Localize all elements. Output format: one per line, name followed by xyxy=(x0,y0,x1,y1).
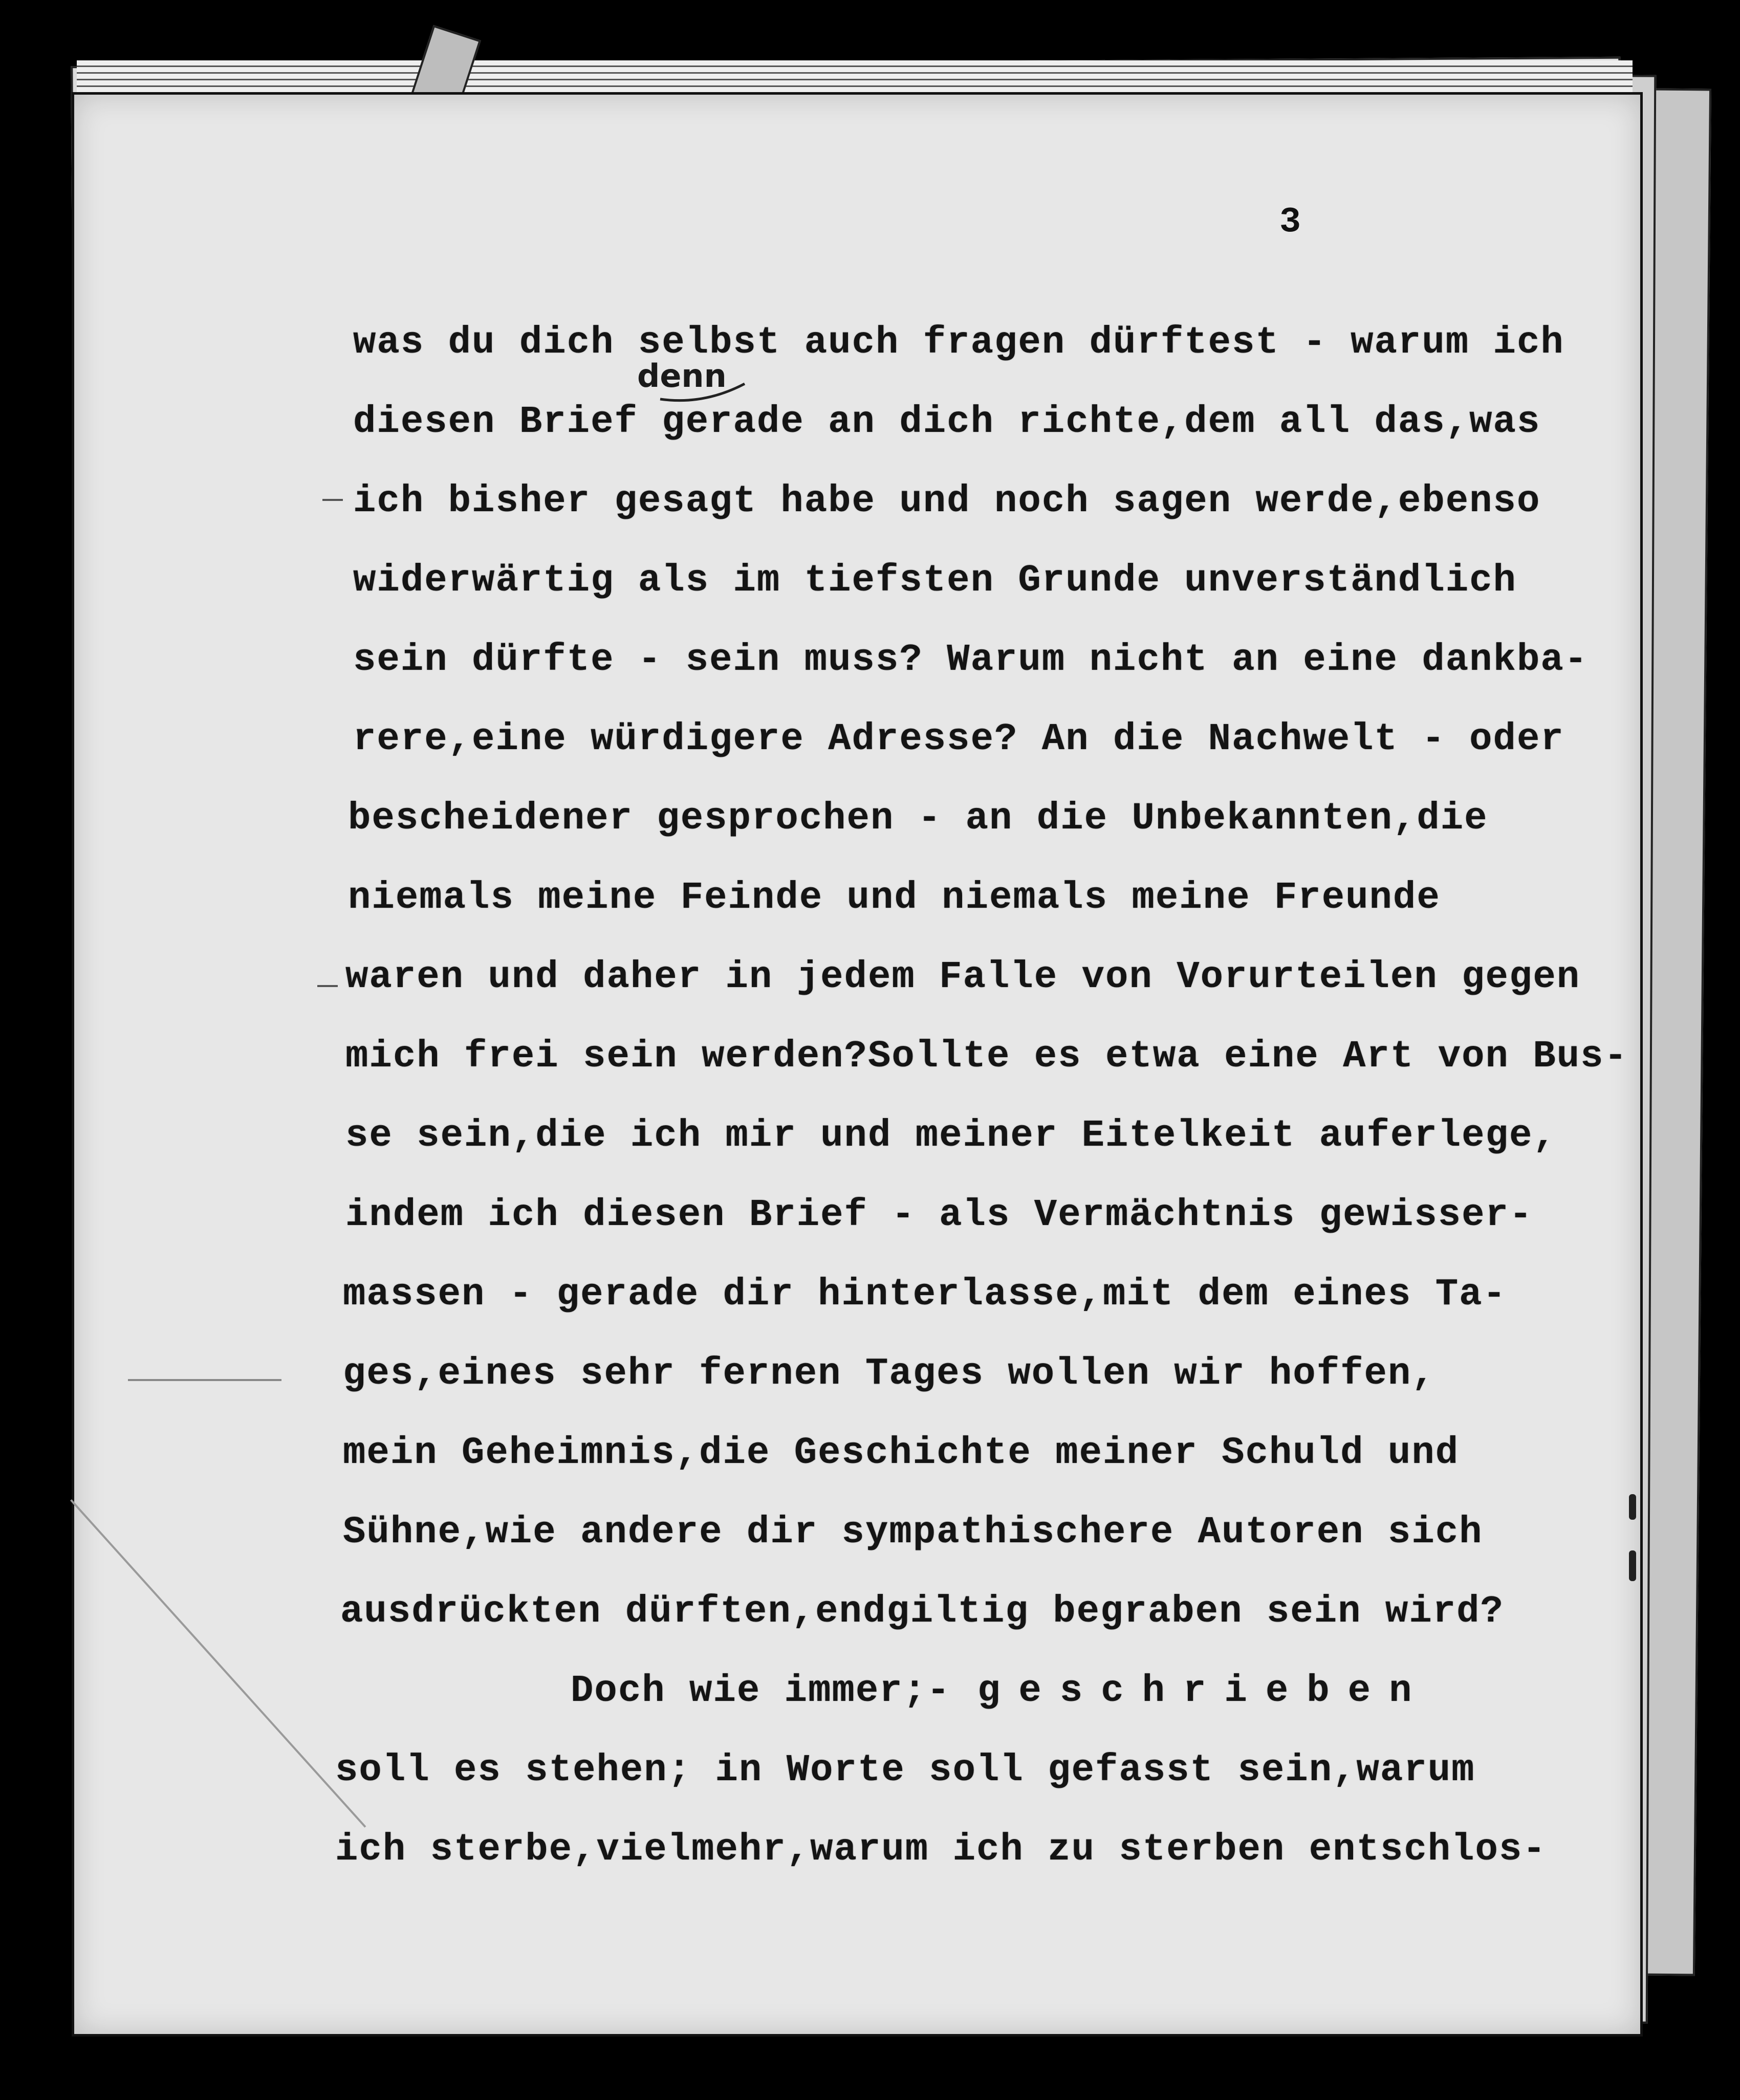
text-line: was du dich selbst auch fragen dürftest - warum ich xyxy=(353,321,1564,364)
text-line: ich sterbe,vielmehr,warum ich zu sterben entschlos- xyxy=(335,1828,1547,1871)
text-line: Sühne,wie andere dir sympathischere Autoren sich xyxy=(343,1511,1483,1554)
text-line: mich frei sein werden?Sollte es etwa eine Art von Bus- xyxy=(345,1035,1628,1078)
handwritten-insertion: denn xyxy=(637,357,727,395)
text-line: sein dürfte - sein muss? Warum nicht an eine dankba- xyxy=(353,639,1589,682)
text-line: se sein,die ich mir und meiner Eitelkeit auferlege, xyxy=(345,1114,1557,1157)
text-line: niemals meine Feinde und niemals meine Freunde xyxy=(348,877,1441,920)
text-line: massen - gerade dir hinterlasse,mit dem eines Ta- xyxy=(343,1273,1507,1316)
text-line: ges,eines sehr fernen Tages wollen wir hoffen, xyxy=(343,1352,1435,1395)
text-line: waren und daher in jedem Falle von Vorurteilen gegen xyxy=(345,956,1581,999)
margin-mark xyxy=(322,499,343,501)
margin-mark xyxy=(1629,1494,1636,1520)
text-line: bescheidener gesprochen - an die Unbekannten,die xyxy=(348,797,1488,840)
text-line: ich bisher gesagt habe und noch sagen werde,ebenso xyxy=(353,480,1541,523)
text-line: rere,eine würdigere Adresse? An die Nachwelt - oder xyxy=(353,718,1564,761)
margin-mark xyxy=(1629,1550,1636,1581)
spaced-word: geschrieben xyxy=(977,1670,1430,1713)
text-line: Doch wie immer;- xyxy=(571,1670,951,1713)
text-line: mein Geheimnis,die Geschichte meiner Schuld und xyxy=(343,1432,1460,1475)
text-line: soll es stehen; in Worte soll gefasst sein,warum xyxy=(335,1749,1475,1792)
text-line: widerwärtig als im tiefsten Grunde unverständlich xyxy=(353,559,1517,602)
margin-mark xyxy=(317,985,338,987)
text-line: indem ich diesen Brief - als Vermächtnis gewisser- xyxy=(345,1194,1533,1237)
margin-mark xyxy=(128,1379,281,1381)
stacked-page-edges xyxy=(77,60,1633,96)
text-line: diesen Brief gerade an dich richte,dem all das,was xyxy=(353,401,1541,444)
text-line: ausdrückten dürften,endgiltig begraben sein wird? xyxy=(340,1590,1504,1633)
page-number: 3 xyxy=(1279,202,1301,243)
